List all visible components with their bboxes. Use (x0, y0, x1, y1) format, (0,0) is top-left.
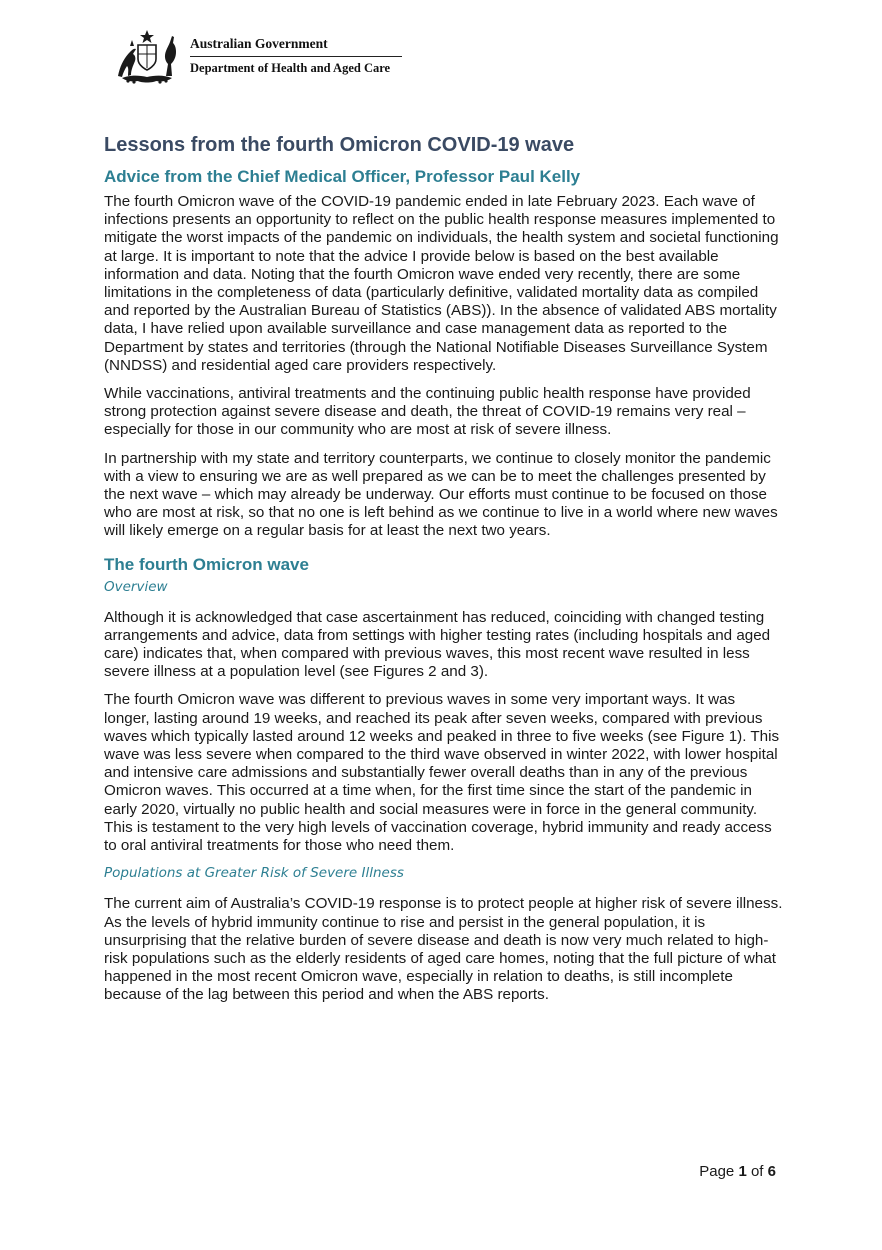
overview-heading: Overview (104, 578, 168, 595)
populations-paragraph: The current aim of Australia’s COVID-19 response is to protect people at higher risk of severe illness. As the levels of hybrid immunity continue to rise and persist in the general population, it is unsurprising that the relative burden of severe disease and death is now very much related to high-risk populations such as the elderly residents of aged care homes, noting that the full picture of what happened in the most recent Omicron wave, especially in relation to deaths, is still incomplete because of the lag between this period and when the ABS reports. (104, 895, 783, 1004)
populations-heading: Populations at Greater Risk of Severe Illness (104, 865, 404, 882)
document-subtitle: Advice from the Chief Medical Officer, Professor Paul Kelly (104, 167, 581, 186)
of-label: of (750, 1163, 764, 1180)
intro-paragraph: The fourth Omicron wave of the COVID-19 pandemic ended in late February 2023. Each wave of infections presents an opportunity to reflect on the public health response measures implemented to mitigate the worst impacts of the pandemic on individuals, the health system and societal functioning at large. It is important to note that the advice I provide below is based on the best available information and data. Noting that the fourth Omicron wave ended very recently, there are some limitations in the completeness of data (particularly definitive, validated mortality data as compiled and reported by the Australian Bureau of Statistics (ABS)). In the absence of validated ABS mortality data, I have relied upon available surveillance and case management data as reported to the Department by states and territories (through the National Notifiable Diseases Surveillance System (NNDSS) and residential aged care providers respectively. (104, 193, 779, 374)
overview-paragraph: The fourth Omicron wave was different to previous waves in some very important ways. It was longer, lasting around 19 weeks, and reached its peak after seven weeks, compared with previous waves which typically lasted around 12 weeks and peaked in three to five weeks (see Figure 1). This wave was less severe when compared to the third wave observed in winter 2022, with lower hospital and intensive care admissions and substantially fewer overall deaths than in any of the previous Omicron waves. This occurred at a time when, for the first time since the start of the pandemic in early 2020, virtually no public health and social measures were in force in the general community. This is testament to the very high levels of vaccination coverage, hybrid immunity and ready access to oral antiviral treatments for those who need them. (104, 691, 780, 855)
page-label: Page (699, 1163, 735, 1180)
intro-paragraph: While vaccinations, antiviral treatments and the continuing public health response have provided strong protection against severe disease and death, the threat of COVID-19 remains very real – especially for those in our community who are most at risk of severe illness. (104, 385, 751, 439)
document-title: Lessons from the fourth Omicron COVID-19 wave (104, 134, 575, 156)
government-name: Australian Government (190, 36, 402, 57)
current-page: 1 (738, 1163, 747, 1180)
total-pages: 6 (767, 1163, 776, 1180)
page-number (699, 1163, 776, 1180)
section-heading: The fourth Omicron wave (104, 554, 309, 574)
overview-paragraph: Although it is acknowledged that case ascertainment has reduced, coinciding with changed testing arrangements and advice, data from settings with higher testing rates (including hospitals and aged care) indicates that, when compared with previous waves, this most recent wave resulted in less severe illness at a population level (see Figures 2 and 3). (104, 608, 771, 681)
coat-of-arms-icon (108, 28, 186, 84)
page-header (108, 28, 402, 84)
document-body (104, 134, 784, 1015)
intro-paragraph: In partnership with my state and territory counterparts, we continue to closely monitor the pandemic with a view to ensuring we are as well prepared as we can be to meet the challenges presented by the next wave – which may already be underway. Our efforts must continue to be focused on those who are most at risk, so that no one is left behind as we continue to live in a world where new waves will likely emerge on a regular basis for at least the next two years. (104, 449, 778, 540)
department-name: Department of Health and Aged Care (190, 61, 391, 75)
government-branding (190, 36, 402, 76)
